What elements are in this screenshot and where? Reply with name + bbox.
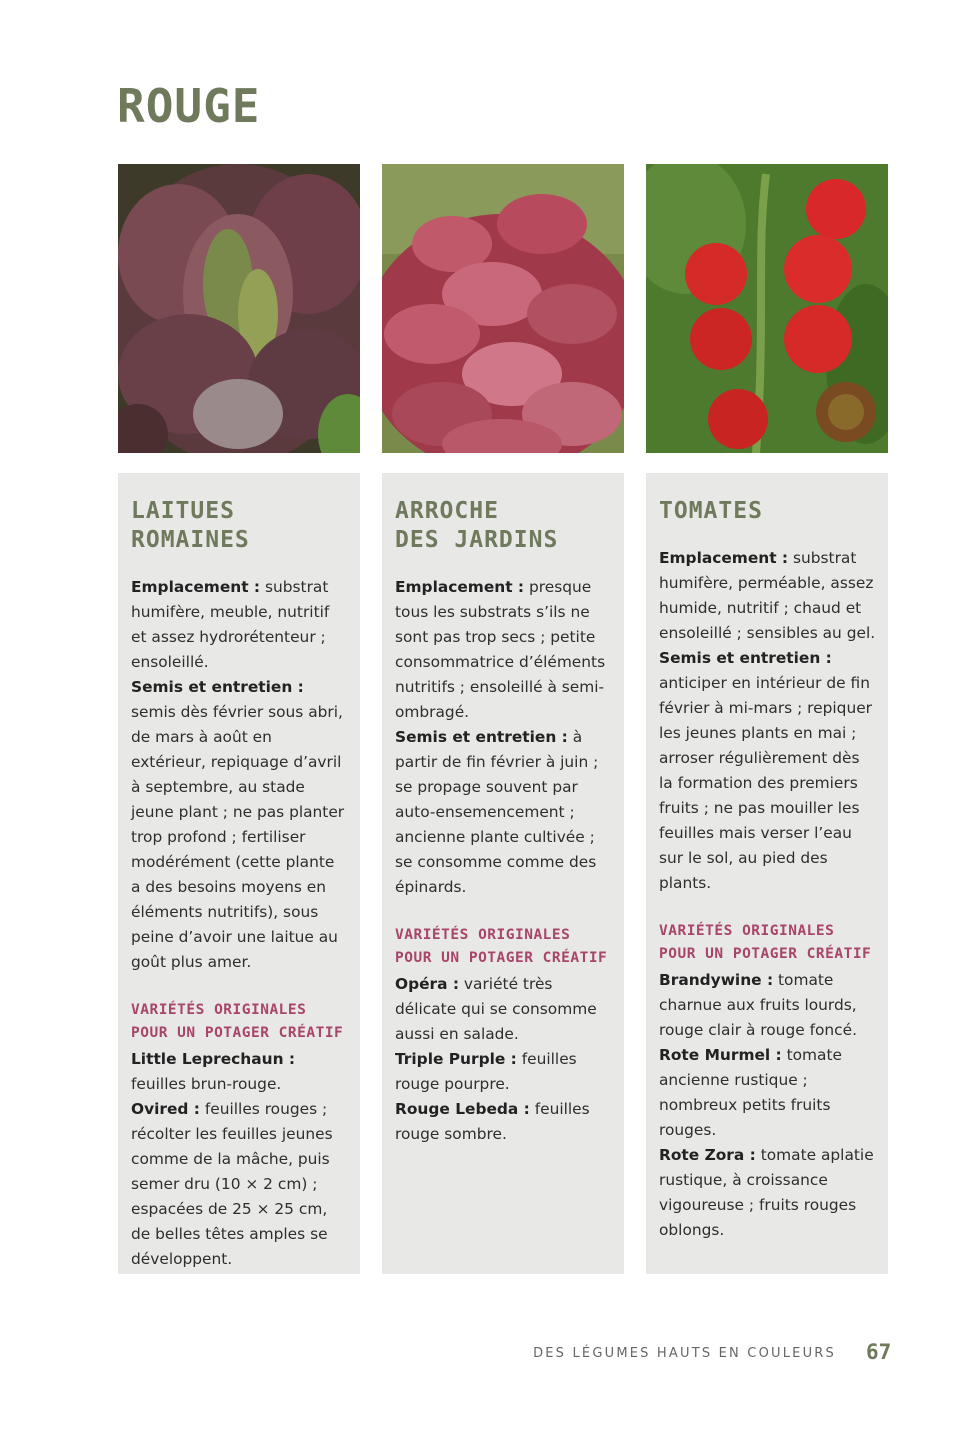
varietes-heading: VARIÉTÉS ORIGINALES POUR UN POTAGER CRÉATIF [395,927,608,966]
card-title: ARROCHE DES JARDINS [395,498,559,553]
emplacement-paragraph: Emplacement : presque tous les substrats s’ils ne sont pas trop secs ; petite consommatrice d’éléments nutritifs ; ensoleillé à semi-ombragé. [395,578,606,721]
variety-item: Rote Murmel : tomate ancienne rustique ; nombreux petits fruits rouges. [659,1046,842,1139]
variety-item: Rote Zora : tomate aplatie rustique, à croissance vigoureuse ; fruits rouges oblongs. [659,1146,874,1239]
emplacement-paragraph: Emplacement : substrat humifère, perméable, assez humide, nutritif ; chaud et ensoleillé ; sensibles au gel. [659,549,876,642]
semis-paragraph: Semis et entretien : à partir de fin février à juin ; se propage souvent par auto-ensemencement ; ancienne plante cultivée ; se consomme comme des épinards. [395,728,599,896]
card-title: LAITUES ROMAINES [131,498,250,553]
running-footer: DES LÉGUMES HAUTS EN COULEURS [533,1346,836,1361]
page-title: ROUGE [117,79,261,133]
card-laitues-romaines [118,473,360,1274]
semis-paragraph: Semis et entretien : semis dès février sous abri, de mars à août en extérieur, repiquage d’avril à septembre, au stade jeune plant ; ne pas planter trop profond ; fertiliser modérément (cette plante a des besoins moyens en éléments nutritifs), sous peine d’avoir une laitue au goût plus amer. [131,678,345,971]
lettuce-photo [118,164,360,453]
variety-item: Opéra : variété très délicate qui se consomme aussi en salade. [395,975,597,1043]
card-tomates [646,473,888,1274]
variety-item: Little Leprechaun : feuilles brun-rouge. [131,1050,296,1093]
card-arroche-des-jardins [382,473,624,1274]
variety-item: Brandywine : tomate charnue aux fruits lourds, rouge clair à rouge foncé. [659,971,857,1039]
varietes-heading: VARIÉTÉS ORIGINALES POUR UN POTAGER CRÉATIF [659,923,872,962]
emplacement-paragraph: Emplacement : substrat humifère, meuble, nutritif et assez hydrorétenteur ; ensoleillé. [131,578,330,671]
varietes-heading: VARIÉTÉS ORIGINALES POUR UN POTAGER CRÉATIF [131,1002,344,1041]
card-title: TOMATES [659,498,763,524]
variety-item: Triple Purple : feuilles rouge pourpre. [395,1050,577,1093]
orache-photo [382,164,624,453]
tomatoes-photo [646,164,888,453]
semis-paragraph: Semis et entretien : anticiper en intérieur de fin février à mi-mars ; repiquer les jeunes plants en mai ; arroser régulièrement dès la formation des premiers fruits ; ne pas mouiller les feuilles mais verser l’eau sur le sol, au pied des plants. [659,649,872,892]
variety-item: Rouge Lebeda : feuilles rouge sombre. [395,1100,590,1143]
variety-item: Ovired : feuilles rouges ; récolter les feuilles jeunes comme de la mâche, puis semer dru (10 × 2 cm) ; espacées de 25 × 25 cm, de belles têtes amples se développent. [131,1100,333,1268]
page-number: 67 [866,1340,892,1364]
